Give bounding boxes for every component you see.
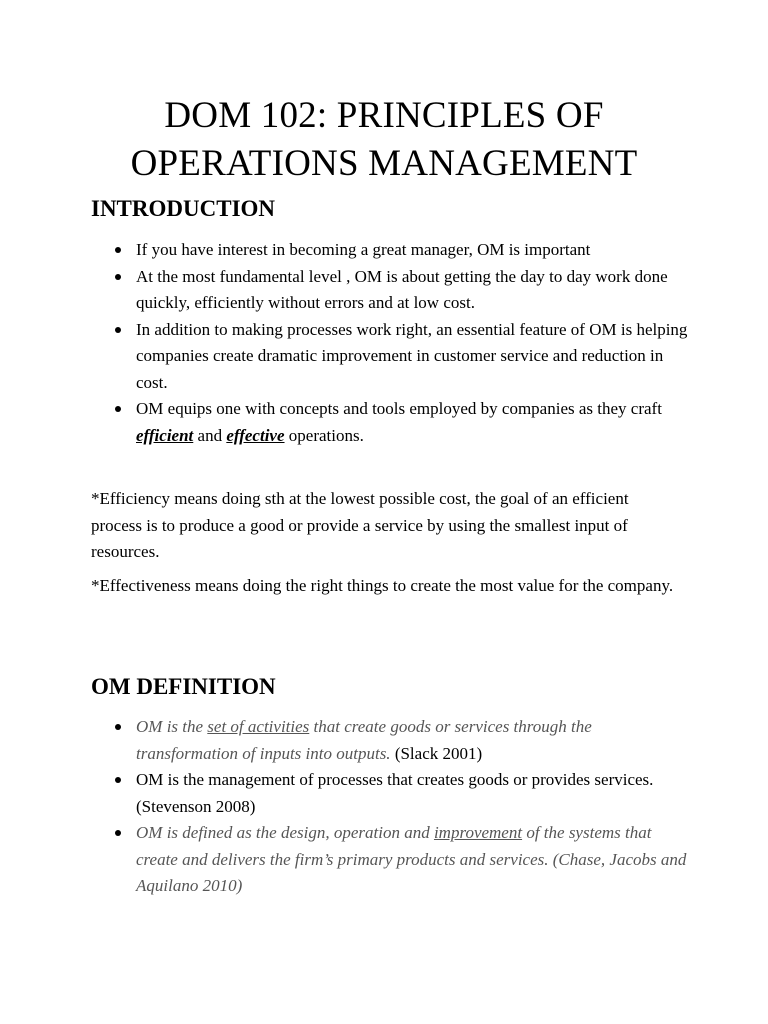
introduction-heading: INTRODUCTION	[91, 196, 276, 221]
list-item	[91, 714, 691, 767]
om-definition-heading: OM DEFINITION	[91, 674, 276, 699]
list-item	[91, 820, 691, 900]
definition-3-post: of the systems that create and delivers the firm’s primary products and services. (Chase, Jacobs and Aquilano 2010)	[136, 823, 687, 895]
set-of-activities-term: set of activities	[207, 717, 310, 736]
definition-2: OM is the management of processes that creates goods or provides services. (Stevenson 2008)	[136, 770, 654, 816]
definition-1-citation: (Slack 2001)	[390, 743, 483, 763]
bullet-icon	[115, 406, 121, 412]
bullet-icon	[115, 327, 121, 333]
definition-list	[91, 714, 691, 900]
intro-bullet-4-and: and	[193, 425, 227, 445]
effective-term: effective	[226, 425, 285, 445]
definition-3-pre: OM is defined as the design, operation and	[136, 823, 434, 842]
list-item	[91, 237, 691, 264]
efficient-term: efficient	[136, 425, 194, 445]
definition-1-pre: OM is the	[136, 717, 208, 736]
intro-bullet-3: In addition to making processes work right, an essential feature of OM is helping companies create dramatic improvement in customer service and reduction in cost.	[136, 319, 688, 392]
improvement-term: improvement	[433, 823, 523, 842]
list-item	[91, 264, 691, 317]
intro-bullet-4-end: operations.	[284, 425, 364, 445]
list-item	[91, 396, 691, 449]
intro-bullet-2: At the most fundamental level , OM is about getting the day to day work done quickly, efficiently without errors and at low cost.	[136, 266, 668, 312]
list-item	[91, 767, 691, 820]
page-title	[0, 92, 768, 188]
title-line-2: OPERATIONS MANAGEMENT	[130, 143, 638, 184]
intro-bullet-4-text: OM equips one with concepts and tools employed by companies as they craft	[136, 399, 662, 418]
bullet-icon	[115, 777, 121, 783]
list-item	[91, 317, 691, 397]
introduction-list	[91, 237, 691, 449]
title-line-1: DOM 102: PRINCIPLES OF	[164, 95, 604, 136]
bullet-icon	[115, 274, 121, 280]
efficiency-note: *Efficiency means doing sth at the lowest possible cost, the goal of an efficient process is to produce a good or provide a service by using the smallest input of resources.	[91, 489, 629, 561]
intro-bullet-1: If you have interest in becoming a great manager, OM is important	[136, 240, 591, 259]
bullet-icon	[115, 724, 121, 730]
definition-1-post: that create goods or services through the transformation of inputs into outputs.	[136, 717, 592, 763]
bullet-icon	[115, 830, 121, 836]
bullet-icon	[115, 247, 121, 253]
effectiveness-note: *Effectiveness means doing the right things to create the most value for the company.	[91, 576, 674, 595]
